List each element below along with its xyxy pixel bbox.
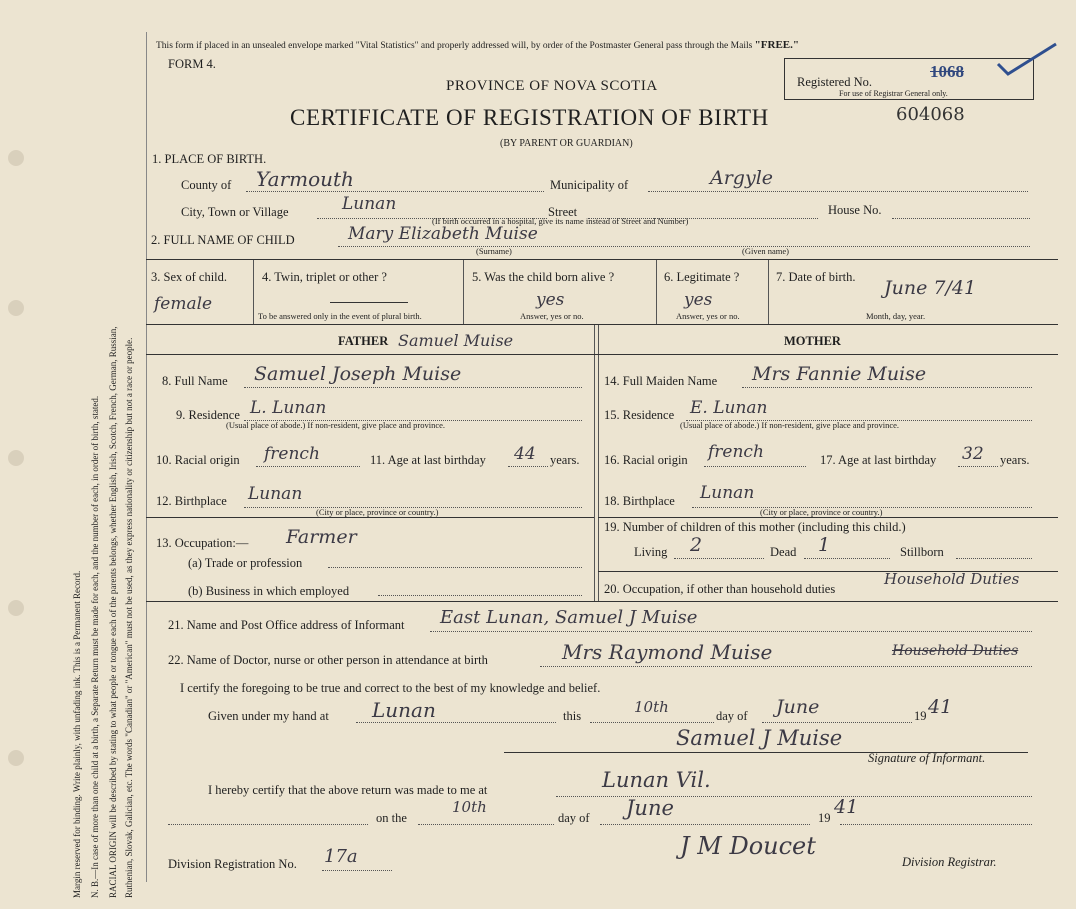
mother-name-value: Mrs Fannie Muise [752, 363, 927, 385]
mother-occupation-label: 20. Occupation, if other than household duties [604, 582, 836, 596]
informant-signature: Samuel J Muise [676, 726, 843, 750]
registrar-certify-text: I hereby certify that the above return was made to me at [208, 783, 488, 797]
side-note-4: Ruthenian, Slovak, Galician, etc. The words "Canadian" or "American" must not be used, as they express nationality or citizenship but not a race or people. [124, 337, 134, 898]
living-value: 2 [690, 534, 703, 556]
mother-city-note: (City or place, province or country.) [760, 507, 883, 517]
mother-racial-label: 16. Racial origin [604, 453, 688, 467]
city-label: City, Town or Village [181, 205, 289, 219]
father-heading-handwritten: Samuel Muise [398, 331, 514, 350]
given-month-value: June [776, 696, 820, 718]
side-note-3: RACIAL ORIGIN will be described by stating to what people or tongue each of the parents belongs, whether English, Irish, Scotch, French, German, Russian, [108, 326, 118, 898]
father-age-label: 11. Age at last birthday [370, 453, 486, 467]
father-age-value: 44 [514, 444, 536, 464]
dob-value: June 7/41 [884, 277, 977, 299]
registrar-month-value: June [626, 796, 674, 820]
given-day-value: 10th [634, 698, 669, 716]
alive-label: 5. Was the child born alive ? [472, 270, 615, 284]
mother-occupation-value: Household Duties [884, 570, 1020, 588]
father-name-value: Samuel Joseph Muise [254, 363, 462, 385]
given-place-value: Lunan [372, 698, 436, 722]
registration-stamp: 604068 [896, 104, 965, 125]
municipality-value: Argyle [710, 167, 774, 189]
registered-note: For use of Registrar General only. [839, 89, 948, 98]
registrar-year-prefix: 19 [818, 811, 831, 825]
doctor-label: 22. Name of Doctor, nurse or other person in attendance at birth [168, 653, 488, 667]
given-year-value: 41 [928, 696, 953, 718]
mother-birthplace-label: 18. Birthplace [604, 494, 675, 508]
child-name-label: 2. FULL NAME OF CHILD [151, 233, 295, 247]
father-racial-label: 10. Racial origin [156, 453, 240, 467]
informant-signature-label: Signature of Informant. [868, 751, 986, 765]
mother-heading: MOTHER [784, 334, 841, 348]
twin-note: To be answered only in the event of plural birth. [258, 311, 422, 321]
binding-hole [8, 600, 24, 616]
doctor-value: Mrs Raymond Muise [562, 640, 773, 664]
father-abode-note: (Usual place of abode.) If non-resident, give place and province. [226, 420, 446, 430]
side-note-2: N. B.—In case of more than one child at a birth, a Separate Return must be made for each, and the number of each, in order of birth, stated. [90, 395, 100, 898]
mother-name-label: 14. Full Maiden Name [604, 374, 718, 388]
free-label: "FREE." [754, 39, 799, 51]
father-racial-value: french [264, 444, 320, 464]
alive-value: yes [536, 290, 565, 310]
trade-label: (a) Trade or profession [188, 556, 303, 570]
given-year-prefix: 19 [914, 709, 927, 723]
dob-note: Month, day, year. [866, 311, 926, 321]
province-heading: PROVINCE OF NOVA SCOTIA [446, 78, 658, 94]
certify-text: I certify the foregoing to be true and correct to the best of my knowledge and belief. [180, 681, 601, 695]
sex-label: 3. Sex of child. [151, 270, 228, 284]
legitimate-value: yes [684, 290, 713, 310]
given-name-note: (Given name) [742, 246, 789, 256]
given-label: Given under my hand at [208, 709, 329, 723]
mother-residence-value: E. Lunan [690, 398, 768, 418]
certificate-subtitle: (BY PARENT OR GUARDIAN) [500, 138, 633, 149]
registered-label: Registered No. [797, 75, 872, 89]
registrar-day-of-label: day of [558, 811, 590, 825]
twin-label: 4. Twin, triplet or other ? [262, 270, 387, 284]
father-occupation-label: 13. Occupation:— [156, 536, 249, 550]
municipality-label: Municipality of [550, 178, 629, 192]
registrar-year-value: 41 [834, 796, 859, 818]
registrar-place-value: Lunan Vil. [602, 768, 711, 792]
legitimate-note: Answer, yes or no. [676, 311, 740, 321]
informant-value: East Lunan, Samuel J Muise [440, 607, 698, 628]
dead-label: Dead [770, 545, 797, 559]
side-note-1: Margin reserved for binding. Write plainly, with unfading ink. This is a Permanent Record. [72, 570, 82, 898]
division-registration-label: Division Registration No. [168, 857, 297, 871]
checkmark-icon [990, 40, 1062, 80]
county-value: Yarmouth [256, 167, 354, 191]
father-birthplace-value: Lunan [248, 484, 303, 504]
mother-residence-label: 15. Residence [604, 408, 675, 422]
father-name-label: 8. Full Name [162, 374, 228, 388]
children-count-label: 19. Number of children of this mother (including this child.) [604, 520, 906, 534]
stillborn-label: Stillborn [900, 545, 944, 559]
mother-age-value: 32 [962, 444, 984, 464]
hospital-note: (If birth occurred in a hospital, give its name instead of Street and Number) [432, 216, 689, 226]
registrar-signature: J M Doucet [680, 832, 816, 860]
mother-years-label: years. [1000, 453, 1030, 467]
binding-hole [8, 750, 24, 766]
sex-value: female [154, 294, 213, 314]
county-label: County of [181, 178, 232, 192]
day-of-label: day of [716, 709, 748, 723]
dob-label: 7. Date of birth. [776, 270, 856, 284]
mail-notice: This form if placed in an unsealed envelope marked "Vital Statistics" and properly addressed will, by order of the Postmaster General pass through the Mails "FREE." [156, 39, 799, 51]
mother-age-label: 17. Age at last birthday [820, 453, 937, 467]
dead-value: 1 [818, 534, 831, 556]
binding-hole [8, 150, 24, 166]
father-residence-label: 9. Residence [176, 408, 240, 422]
alive-note: Answer, yes or no. [520, 311, 584, 321]
binding-hole [8, 450, 24, 466]
surname-note: (Surname) [476, 246, 512, 256]
street-label: Street [548, 205, 578, 219]
father-city-note: (City or place, province or country.) [316, 507, 439, 517]
child-name-value: Mary Elizabeth Muise [348, 224, 538, 244]
certificate-title: CERTIFICATE OF REGISTRATION OF BIRTH [290, 105, 769, 130]
form-number: FORM 4. [168, 57, 216, 71]
father-years-label: years. [550, 453, 580, 467]
house-no-label: House No. [828, 203, 882, 217]
registered-number: 1068 [930, 62, 964, 81]
business-label: (b) Business in which employed [188, 584, 350, 598]
this-label: this [563, 709, 582, 723]
registrar-day-value: 10th [452, 798, 487, 816]
living-label: Living [634, 545, 668, 559]
place-of-birth-heading: 1. PLACE OF BIRTH. [152, 152, 267, 166]
mother-racial-value: french [708, 442, 764, 462]
mother-abode-note: (Usual place of abode.) If non-resident, give place and province. [680, 420, 900, 430]
legitimate-label: 6. Legitimate ? [664, 270, 740, 284]
informant-label: 21. Name and Post Office address of Informant [168, 618, 405, 632]
doctor-struck-text: Household Duties [892, 643, 1019, 659]
father-heading: FATHER [338, 334, 389, 348]
city-value: Lunan [342, 194, 397, 214]
father-birthplace-label: 12. Birthplace [156, 494, 227, 508]
father-occupation-value: Farmer [286, 526, 357, 548]
father-residence-value: L. Lunan [250, 398, 327, 418]
mother-birthplace-value: Lunan [700, 483, 755, 503]
division-registration-value: 17a [324, 846, 358, 867]
binding-hole [8, 300, 24, 316]
on-the-label: on the [376, 811, 407, 825]
division-registrar-label: Division Registrar. [902, 855, 997, 869]
